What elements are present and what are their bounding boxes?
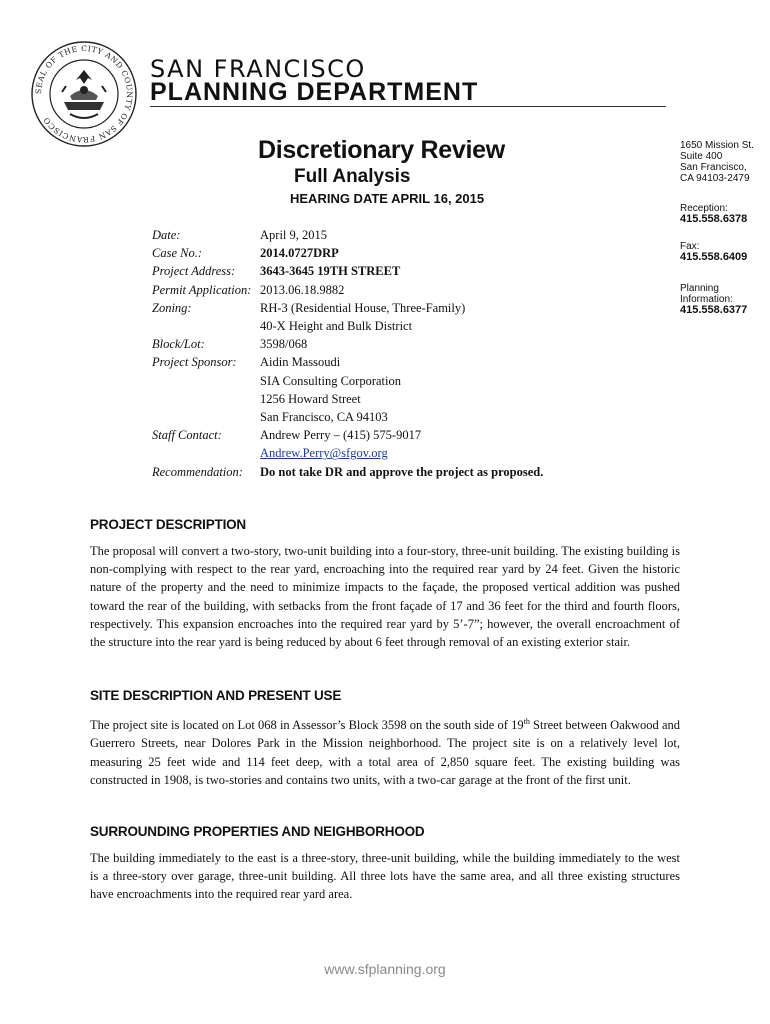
meta-row-permit [152,281,543,299]
meta-value: 40-X Height and Bulk District [260,319,413,334]
meta-label: Recommendation: [152,464,243,479]
superscript: th [523,717,530,726]
meta-value: April 9, 2015 [260,228,328,242]
meta-label: Project Sponsor: [152,355,237,370]
meta-value: 1256 Howard Street [260,391,361,406]
meta-label: Date: [152,228,181,242]
address-line: Suite 400 [680,151,723,162]
address-line: San Francisco, [680,162,747,173]
fax-contact [680,241,747,263]
document-title: Discretionary Review [258,136,505,164]
meta-row-recommendation [152,463,543,481]
fax-phone: 415.558.6409 [680,251,748,263]
planning-phone: 415.558.6377 [680,304,748,316]
meta-row-case-no [152,244,543,262]
meta-label: Case No.: [152,246,202,261]
meta-row-sponsor [152,353,543,426]
meta-label: Permit Application: [152,282,252,297]
planning-info-contact [680,283,747,316]
meta-row-block-lot [152,335,543,353]
meta-value: San Francisco, CA 94103 [260,410,388,425]
meta-row-zoning [152,299,543,335]
meta-value: 3598/068 [260,337,308,352]
footer-website[interactable]: www.sfplanning.org [324,961,446,977]
meta-label: Project Address: [152,264,236,279]
meta-value: 3643-3645 19TH STREET [260,264,401,279]
planning-label: Planning [680,283,719,294]
body-text: Street between Oakwood and Guerrero Streets, near Dolores Park in the Mission neighborhood. The project site is on a relatively level lot, measuring 25 feet wide and 114 feet deep, with a total area of 2,850 square feet. The existing building was constructed in 1908, is two-stories and contains two units, with a two-car garage at the front of the first unit. [90,718,681,787]
section-heading: PROJECT DESCRIPTION [90,517,246,532]
meta-label: Zoning: [152,300,192,315]
meta-row-staff-contact [152,426,543,462]
meta-value: RH-3 (Residential House, Three-Family) [260,300,466,315]
section-body: The proposal will convert a two-story, two-unit building into a four-story, three-unit building. The existing building is non-complying with respect to the rear yard, encroaching into the required rear yard by 24 feet. Given the historic nature of the property and the need to minimize impacts to the façade, the proposed vertical addition was pushed toward the rear of the building, with setbacks from the front façade of 17 and 36 feet for the third and fourth floors, respectively. This expansion encroaches into the required rear yard by 5’-7”; however, the overall encroachment of the structure into the rear yard is being reduced by about 6 feet through removal of an existing exterior stair. [90,544,680,650]
section-heading: SURROUNDING PROPERTIES AND NEIGHBORHOOD [90,824,425,839]
section-heading: SITE DESCRIPTION AND PRESENT USE [90,688,342,703]
case-metadata [152,226,543,481]
body-text: The project site is located on Lot 068 in Assessor’s Block 3598 on the south side of 19 [90,718,524,733]
reception-phone: 415.558.6378 [680,213,748,225]
svg-text:SEAL OF THE CITY AND COUNTY OF: SEAL OF THE CITY AND COUNTY OF SAN FRANCISCO [33,43,135,145]
meta-label: Staff Contact: [152,428,222,443]
meta-value: Andrew Perry – (415) 575-9017 [260,428,422,443]
meta-row-date [152,226,543,244]
meta-value: 2013.06.18.9882 [260,282,345,297]
section-project-description [90,517,680,651]
address-line: CA 94103-2479 [680,173,750,184]
reception-label: Reception: [680,203,728,214]
city-seal-logo [30,40,138,148]
fax-label: Fax: [680,241,700,252]
section-surrounding [90,824,680,904]
meta-value: Do not take DR and approve the project as proposed. [260,464,544,479]
org-name-line2: PLANNING DEPARTMENT [150,78,479,106]
meta-value: Aidin Massoudi [260,355,341,370]
section-body [90,713,680,789]
office-address [680,140,754,184]
section-site-description [90,688,680,789]
document-subtitle: Full Analysis [294,166,411,187]
org-name-line1: SAN FRANCISCO [150,55,366,83]
meta-value: 2014.0727DRP [260,246,339,261]
staff-email-link[interactable]: Andrew.Perry@sfgov.org [260,446,388,461]
meta-row-address [152,262,543,280]
section-body: The building immediately to the east is a three-story, three-unit building, while the building immediately to the west is a three-story over garage, three-unit building. All three lots have the same area, and all three existing structures have encroachments into the required rear yard area. [90,851,680,902]
planning-label: Information: [680,294,733,305]
header-divider [150,106,666,107]
reception-contact [680,203,747,225]
hearing-date: HEARING DATE APRIL 16, 2015 [290,191,485,206]
meta-label: Block/Lot: [152,337,205,352]
address-line: 1650 Mission St. [680,140,754,151]
meta-value: SIA Consulting Corporation [260,373,401,388]
